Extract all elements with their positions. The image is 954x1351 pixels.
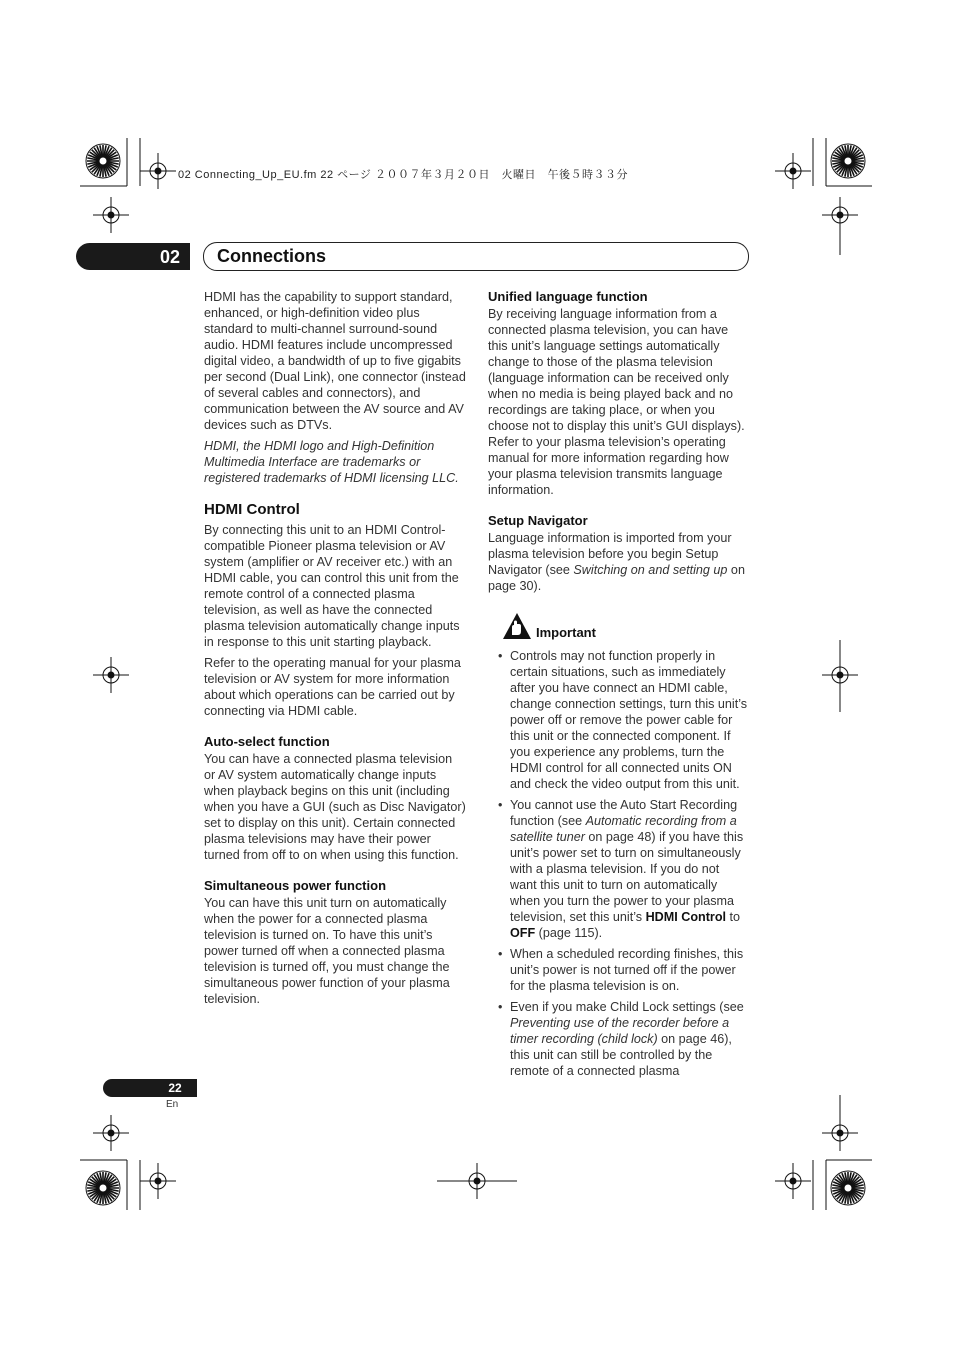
list-item: • When a scheduled recording finishes, this unit’s power is not turned off if the power for the plasma television is on.: [510, 946, 748, 994]
hdmi-control-paragraph-1: By connecting this unit to an HDMI Control-compatible Pioneer plasma television or AV system (amplifier or AV receiver etc.) with an HDMI cable, you can control this unit from the remote control of a connected plasma television, as well as have the connected plasma television automatically change inputs in response to this unit starting playback.: [204, 523, 460, 649]
simultaneous-power-paragraph: You can have this unit turn on automatically when the power for a connected plasma television is turned on. To have this unit’s power turned off when a connected plasma television is turned off, you must change the simultaneous power function of your plasma television.: [204, 896, 450, 1006]
list-item: • Controls may not function properly in certain situations, such as immediately after you have connect an HDMI cable, change connection settings, turn this unit’s power off or remove the power cable for this unit or the connected component. If you experience any problems, turn the HDMI control for all connected units ON and check the video output from this unit.: [510, 648, 748, 792]
setup-navigator-reference: Switching on and setting up: [573, 563, 728, 577]
right-column: [488, 289, 748, 1084]
trademark-note: HDMI, the HDMI logo and High-Definition Multimedia Interface are trademarks or registered trademarks of HDMI licensing LLC.: [204, 439, 459, 485]
unified-language-paragraph: By receiving language information from a connected plasma television, you can have this unit’s language settings automatically change to those of the plasma television (language information can be received only when no media is being played back and no recordings are taking place, or when you choose not to display this unit’s GUI displays). Refer to your plasma television’s operating manual for more information regarding how your plasma television transmits language information.: [488, 307, 745, 497]
setup-navigator-heading: Setup Navigator: [488, 513, 588, 528]
chapter-number: 02: [159, 247, 181, 267]
auto-select-heading: Auto-select function: [204, 734, 330, 749]
list-item: • Even if you make Child Lock settings (see Preventing use of the recorder before a timer recording (child lock) on page 46), this unit can still be controlled by the remote of a connected plasma: [510, 999, 748, 1079]
page-number: 22: [168, 1081, 182, 1095]
hdmi-control-heading: HDMI Control: [204, 501, 300, 518]
important-notice: [502, 612, 748, 642]
important-label: Important: [536, 625, 596, 640]
list-item: • You cannot use the Auto Start Recording function (see Automatic recording from a satellite tuner on page 48) if you have this unit’s power set to turn on simultaneously with a plasma television. If you do not want this unit to turn on automatically when you turn the power to your plasma television, set this unit’s HDMI Control to OFF (page 115).: [510, 797, 748, 941]
important-list: [488, 648, 748, 1079]
hdmi-control-paragraph-2: Refer to the operating manual for your plasma television or AV system for more information about which operations can be carried out by connecting via HDMI cable.: [204, 656, 461, 718]
simultaneous-power-heading: Simultaneous power function: [204, 878, 387, 893]
print-header: 02 Connecting_Up_EU.fm 22 ページ ２００７年３月２０日 火曜日 午後５時３３分: [178, 169, 628, 181]
setup-navigator-paragraph: Language information is imported from your plasma television before you begin Setup Navigator (see Switching on and setting up on page 30).: [488, 531, 745, 593]
auto-select-paragraph: You can have a connected plasma television or AV system automatically change inputs when playback begins on this unit (including when you have a GUI (such as Disc Navigator) set to display on this unit). Certain connected plasma televisions may have their power turned from off to on when using this function.: [204, 752, 466, 862]
unified-language-heading: Unified language function: [488, 289, 648, 304]
chapter-title: Connections: [217, 246, 327, 266]
intro-paragraph: HDMI has the capability to support standard, enhanced, or high-definition video plus standard to multi-channel surround-sound audio. HDMI features include uncompressed digital video, a bandwidth of up to five gigabits per second (Dual Link), one connector (instead of several cables and connectors), and communication between the AV source and AV devices such as DTVs.: [204, 290, 466, 432]
warning-hand-icon: [502, 612, 532, 640]
left-column: [204, 289, 466, 1012]
page-language: En: [166, 1099, 179, 1110]
